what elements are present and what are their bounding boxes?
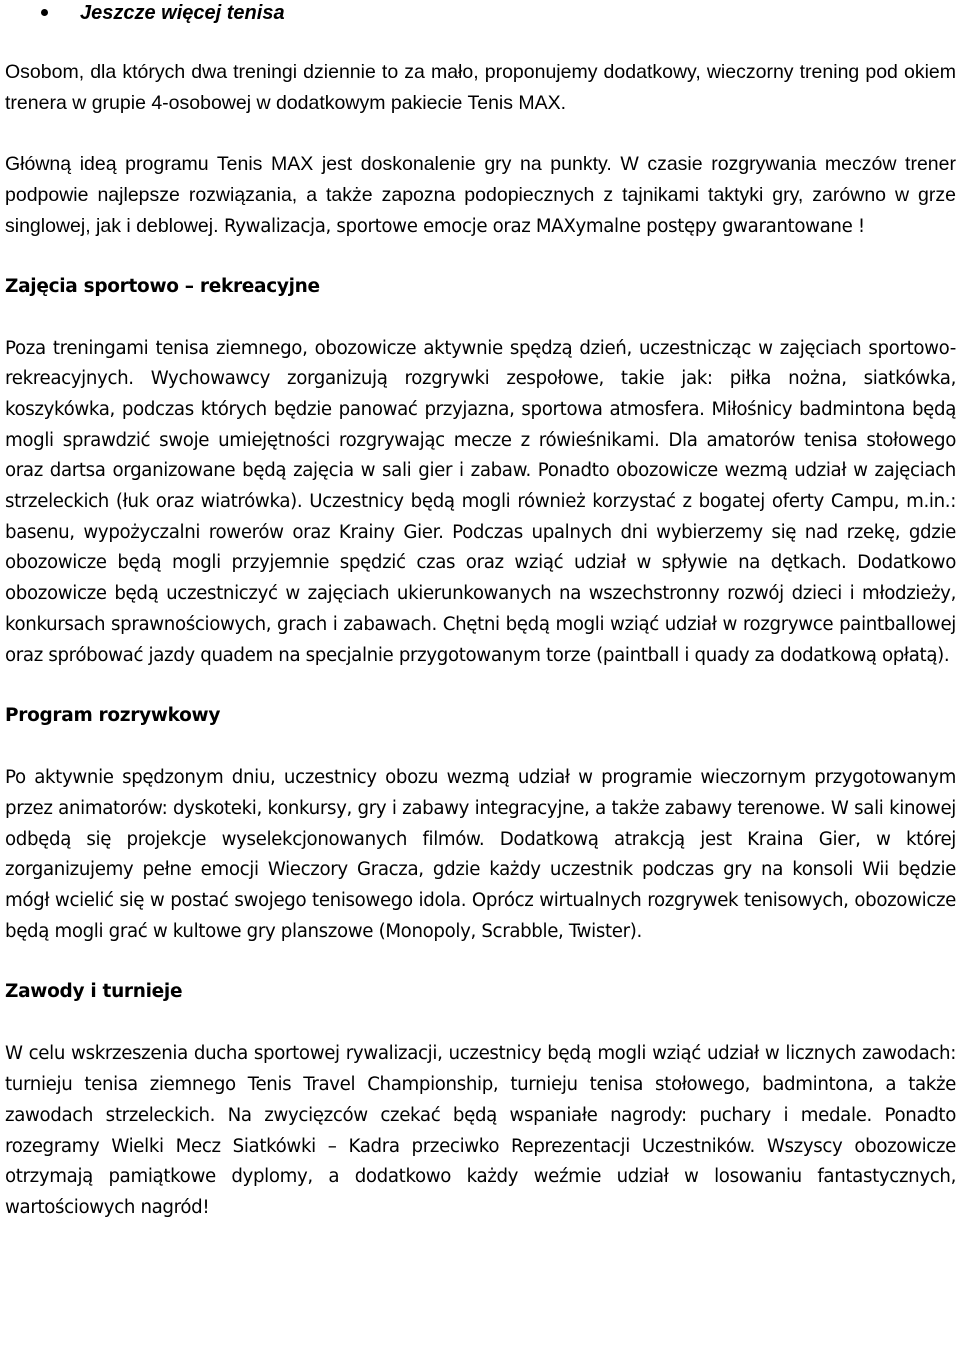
paragraph-tenis-max-claim: Rywalizacja, sportowe emocje oraz MAXymalne postępy gwarantowane ! bbox=[218, 215, 865, 237]
section-heading-competitions: Zawody i turnieje bbox=[5, 981, 183, 1003]
section-body-competitions: W celu wskrzeszenia ducha sportowej rywalizacji, uczestnicy będą mogli wziąć udział w licznych zawodach: turnieju tenisa ziemnego Tenis Travel Championship, turnieju tenisa stołowego, badmintona, a także zawodach strzeleckich. Na zwycięzców czekać będą wspaniałe nagrody: puchary i medale. Ponadto rozegramy Wielki Mecz Siatkówki – Kadra przeciwko Reprezentacji Uczestników. Wszyscy obozowicze otrzymają pamiątkowe dyplomy, a dodatkowo każdy weźmie udział w losowaniu fantastycznych, wartościowych nagród! bbox=[5, 1043, 956, 1218]
bullet-item bbox=[5, 0, 956, 26]
section-body-entertainment: Po aktywnie spędzonym dniu, uczestnicy obozu wezmą udział w programie wieczornym przygotowanym przez animatorów: dyskoteki, konkursy, gry i zabawy integracyjne, a także zabawy terenowe. W sali kinowej odbędą się projekcje wyselekcjonowanych filmów. Dodatkową atrakcją jest Kraina Gier, w której zorganizujemy pełne emocji Wieczory Gracza, gdzie każdy uczestnik podczas gry na konsoli Wii będzie mógł wcielić się w postać swojego tenisowego idola. Oprócz wirtualnych rozgrywek tenisowych, obozowicze będą mogli grać w kultowe gry planszowe (Monopoly, Scrabble, Twister). bbox=[5, 767, 956, 942]
section-heading-entertainment: Program rozrywkowy bbox=[5, 705, 221, 727]
document-page bbox=[5, 0, 956, 1224]
bullet-dot-icon bbox=[41, 9, 48, 16]
bullet-heading: Jeszcze więcej tenisa bbox=[80, 2, 285, 24]
section-body-sport: Poza treningami tenisa ziemnego, obozowicze aktywnie spędzą dzień, uczestnicząc w zajęciach sportowo-rekreacyjnych. Wychowawcy zorganizują rozgrywki zespołowe, takie jak: piłka nożna, siatkówka, koszykówka, podczas których będzie panować przyjazna, sportowa atmosfera. Miłośnicy badmintona będą mogli sprawdzić swoje umiejętności rozgrywając mecze z rówieśnikami. Dla amatorów tenisa stołowego oraz dartsa organizowane będą zajęcia w sali gier i zabaw. Ponadto obozowicze wezmą udział w zajęciach strzeleckich (łuk oraz wiatrówka). Uczestnicy będą mogli również korzystać z bogatej oferty Campu, m.in.: basenu, wypożyczalni rowerów oraz Krainy Gier. Podczas upalnych dni wybierzemy się nad rzekę, gdzie obozowicze będą mogli przyjemnie spędzić czas oraz wziąć udział w spływie na dętkach. Dodatkowo obozowicze będą uczestniczyć w zajęciach ukierunkowanych na wszechstronny rozwój dzieci i młodzieży, konkursach sprawnościowych, grach i zabawach. Chętni będą mogli wziąć udział w rozgrywce paintballowej oraz spróbować jazdy quadem na specjalnie przygotowanym torze (paintball i quady za dodatkową opłatą). bbox=[5, 337, 956, 666]
paragraph-tenis-max-idea-text: Główną ideą programu Tenis MAX jest doskonalenie gry na punkty. W czasie rozgrywania meczów trener podpowie najlepsze rozwiązania, a także zapozna podopiecznych z tajnikami taktyki gry, zarówno w grze singlowej, jak i deblowej. bbox=[5, 153, 956, 237]
section-heading-sport: Zajęcia sportowo – rekreacyjne bbox=[5, 275, 320, 297]
paragraph-tenis-max-intro: Osobom, dla których dwa treningi dziennie to za mało, proponujemy dodatkowy, wieczorny trening pod okiem trenera w grupie 4-osobowej w dodatkowym pakiecie Tenis MAX. bbox=[5, 61, 956, 114]
paragraph-tenis-max-idea bbox=[5, 149, 956, 242]
